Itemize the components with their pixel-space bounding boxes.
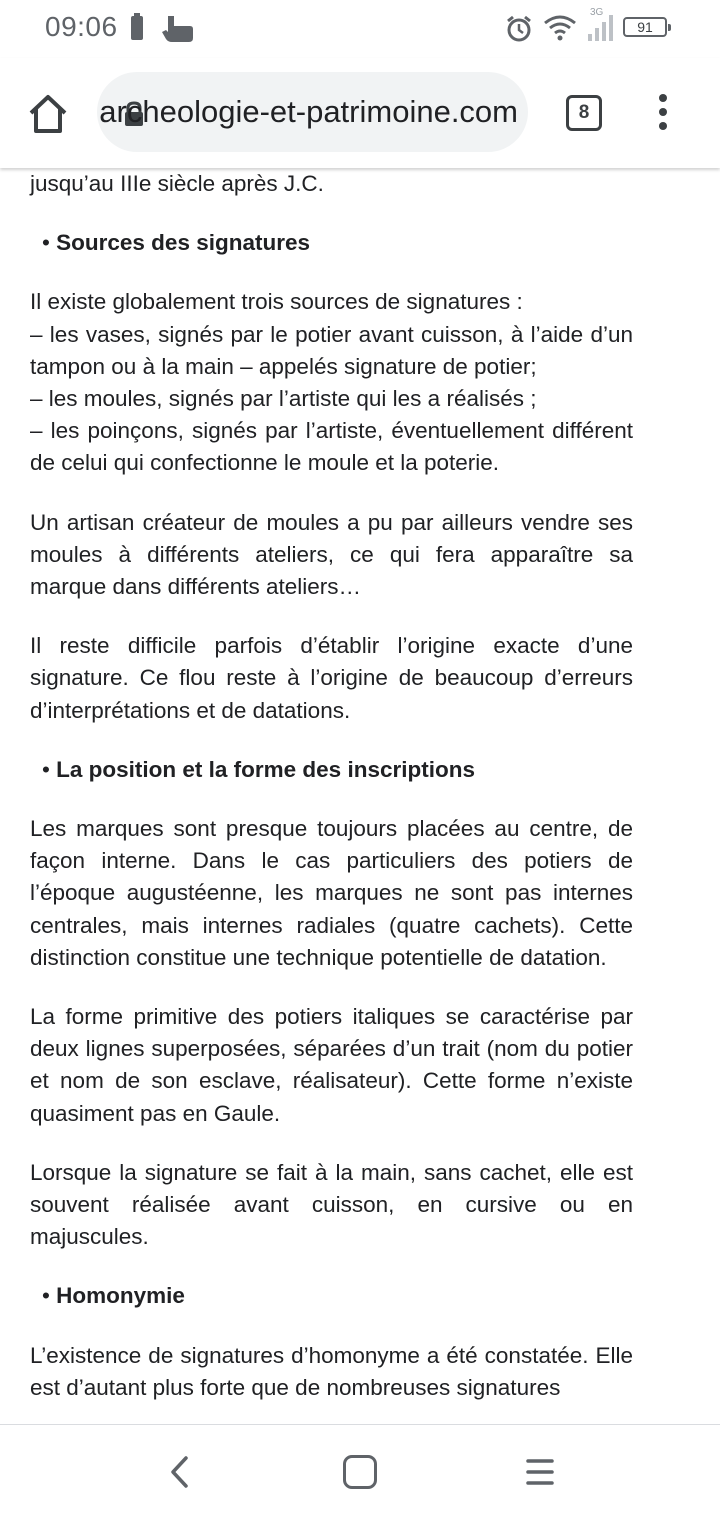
section-heading-position: • La position et la forme des inscriptions	[30, 754, 633, 786]
paragraph-moules: Un artisan créateur de moules a pu par ailleurs vendre ses moules à différents ateliers, ce qui fera apparaître sa marque dans différents ateliers…	[30, 509, 633, 600]
alarm-icon	[505, 15, 533, 48]
status-time: 09:06	[45, 11, 118, 42]
paragraph-homonymie: L’existence de signatures d’homonyme a été constatée. Elle est d’autant plus forte que de nombreuses signatures	[30, 1342, 633, 1400]
back-icon[interactable]	[166, 1455, 196, 1494]
browser-toolbar	[0, 58, 720, 168]
tab-switcher-button[interactable]: 8	[566, 95, 602, 131]
status-bar	[0, 0, 720, 58]
signal-icon	[586, 12, 614, 47]
battery-level: 91	[623, 17, 667, 37]
wifi-icon	[543, 13, 577, 46]
home-icon[interactable]	[27, 93, 69, 135]
home-icon[interactable]	[343, 1455, 377, 1489]
paragraph-line: Il existe globalement trois sources de signatures :	[30, 289, 523, 315]
section-heading-homonymie: • Homonymie	[30, 1280, 633, 1312]
paragraph-marques: Les marques sont presque toujours placées au centre, de façon interne. Dans le cas particuliers des potiers de l’époque augustéenne, les marques ne sont pas internes centrales, mais internes radiales (quatre cachets). Cette distinction constitue une technique potentielle de datation.	[30, 816, 633, 970]
paragraph-sources	[30, 286, 633, 479]
section-heading-sources: • Sources des signatures	[30, 227, 633, 259]
paragraph-forme: La forme primitive des potiers italiques se caractérise par deux lignes superposées, séparées d’un trait (nom du potier et nom de son esclave, réalisateur). Cette forme n’existe quasiment pas en Gaule.	[30, 1004, 633, 1126]
article-content	[30, 168, 633, 1424]
overflow-menu-icon[interactable]	[651, 94, 675, 134]
paragraph-main: Lorsque la signature se fait à la main, sans cachet, elle est souvent réalisée avant cuisson, en cursive ou en majuscules.	[30, 1159, 633, 1250]
recent-apps-icon[interactable]	[525, 1457, 555, 1492]
battery-icon	[131, 16, 143, 40]
address-bar[interactable]	[97, 72, 528, 152]
paragraph-line: – les moules, signés par l’artiste qui les a réalisés ;	[30, 386, 537, 412]
navigation-bar	[0, 1424, 720, 1521]
paragraph-line: – les poinçons, signés par l’artiste, éventuellement différent de celui qui confectionne le moule et la poterie.	[30, 418, 633, 476]
url-text[interactable]: archeologie-et-patrimoine.com	[99, 94, 518, 129]
hand-icon	[160, 12, 194, 49]
intro-line: jusqu’au IIIe siècle après J.C.	[30, 171, 324, 196]
paragraph-line: – les vases, signés par le potier avant cuisson, à l’aide d’un tampon ou à la main – appelés signature de potier;	[30, 321, 633, 379]
paragraph-origine: Il reste difficile parfois d’établir l’origine exacte d’une signature. Ce flou reste à l’origine de beaucoup d’erreurs d’interprétations et de datations.	[30, 633, 633, 723]
network-type: 3G	[590, 7, 604, 18]
